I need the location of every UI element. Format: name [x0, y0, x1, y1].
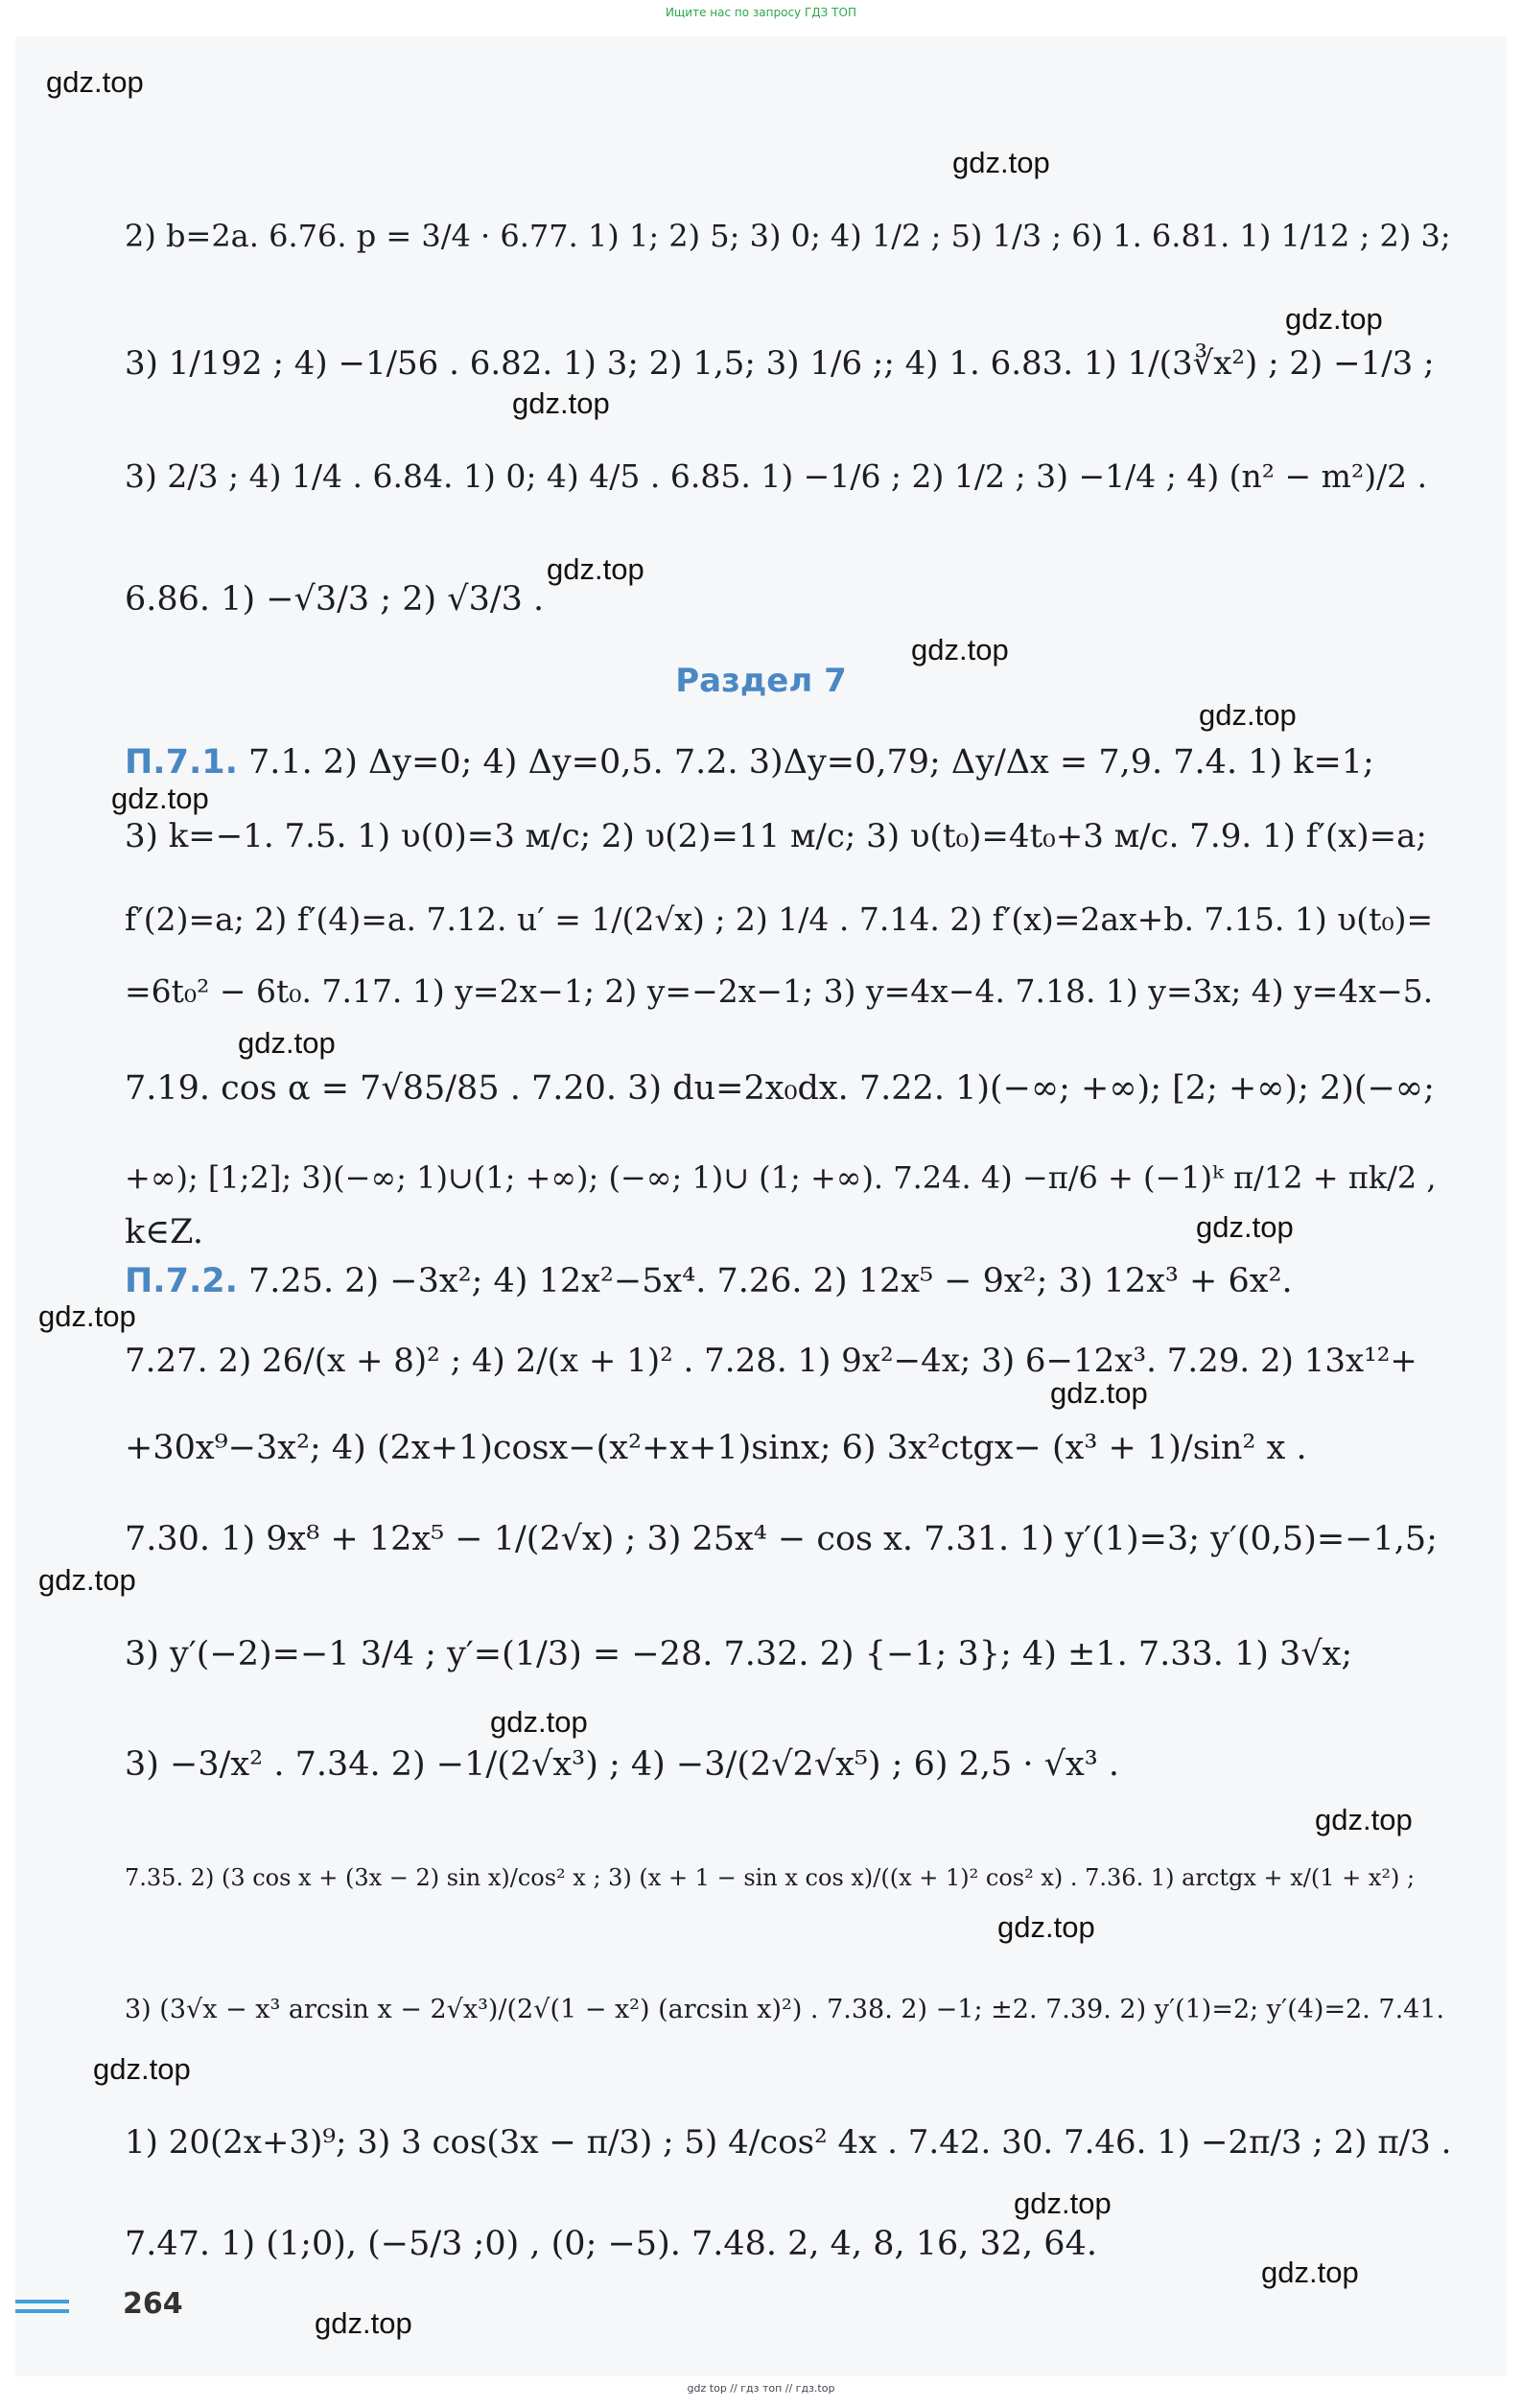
subsection-label: П.7.1. — [125, 743, 238, 782]
answer-line: 3) 1/192 ; 4) −1/56 . 6.82. 1) 3; 2) 1,5; 3) 1/6 ;; 4) 1. 6.83. 1) 1/(3∛x²) ; 2) −1/3 ; — [125, 344, 1435, 383]
answer-line: +30x⁹−3x²; 4) (2x+1)cosx−(x²+x+1)sinx; 6) 3x²ctgx− (x³ + 1)/sin² x . — [125, 1429, 1307, 1467]
watermark: gdz.top — [1050, 1376, 1148, 1410]
answer-line: 6.86. 1) −√3/3 ; 2) √3/3 . — [125, 580, 545, 619]
watermark: gdz.top — [1315, 1803, 1413, 1836]
watermark: gdz.top — [93, 2052, 191, 2086]
watermark: gdz.top — [111, 782, 209, 815]
watermark: gdz.top — [952, 146, 1050, 179]
answer-line: 3) (3√x − x³ arcsin x − 2√x³)/(2√(1 − x²) (arcsin x)²) . 7.38. 2) −1; ±2. 7.39. 2) y′(1)=2; y′(4)=2. 7.41. — [125, 1995, 1445, 2024]
answer-line: 3) k=−1. 7.5. 1) υ(0)=3 м/с; 2) υ(2)=11 м/с; 3) υ(t₀)=4t₀+3 м/с. 7.9. 1) f′(x)=a; — [125, 817, 1427, 855]
answer-line: 7.19. cos α = 7√85/85 . 7.20. 3) du=2x₀dx. 7.22. 1)(−∞; +∞); [2; +∞); 2)(−∞; — [125, 1069, 1435, 1108]
watermark: gdz.top — [46, 65, 144, 99]
watermark: gdz.top — [1196, 1210, 1294, 1244]
answer-line: =6t₀² − 6t₀. 7.17. 1) y=2x−1; 2) y=−2x−1; 3) y=4x−4. 7.18. 1) y=3x; 4) y=4x−5. — [125, 972, 1434, 1010]
watermark: gdz.top — [238, 1026, 336, 1060]
watermark: gdz.top — [547, 552, 644, 586]
answer-line: 1) 20(2x+3)⁹; 3) 3 cos(3x − π/3) ; 5) 4/cos² 4x . 7.42. 30. 7.46. 1) −2π/3 ; 2) π/3 . — [125, 2123, 1452, 2162]
answer-line: 7.47. 1) (1;0), (−5/3 ;0) , (0; −5). 7.48. 2, 4, 8, 16, 32, 64. — [125, 2225, 1097, 2263]
watermark: gdz.top — [1285, 302, 1383, 336]
answer-line: 2) b=2a. 6.76. p = 3/4 · 6.77. 1) 1; 2) 5; 3) 0; 4) 1/2 ; 5) 1/3 ; 6) 1. 6.81. 1) 1/12 ; 2) 3; — [125, 218, 1451, 254]
answer-line: 7.27. 2) 26/(x + 8)² ; 4) 2/(x + 1)² . 7.28. 1) 9x²−4x; 3) 6−12x³. 7.29. 2) 13x¹²+ — [125, 1342, 1417, 1380]
header-hint: Ищите нас по запросу ГДЗ ТОП — [666, 6, 856, 19]
answer-line: 7.30. 1) 9x⁸ + 12x⁵ − 1/(2√x) ; 3) 25x⁴ − cos x. 7.31. 1) y′(1)=3; y′(0,5)=−1,5; — [125, 1520, 1438, 1558]
section-title: Раздел 7 — [675, 662, 847, 700]
answer-line: f′(2)=a; 2) f′(4)=a. 7.12. u′ = 1/(2√x) ; 2) 1/4 . 7.14. 2) f′(x)=2ax+b. 7.15. 1) υ(t₀)= — [125, 900, 1434, 938]
watermark: gdz.top — [315, 2306, 412, 2340]
textbook-page — [15, 36, 1507, 2376]
answer-line: 7.35. 2) (3 cos x + (3x − 2) sin x)/cos² x ; 3) (x + 1 − sin x cos x)/((x + 1)² cos² x) . 7.36. 1) arctgx + x/(1 + x²) ; — [125, 1864, 1416, 1891]
page-marker-bar — [15, 2300, 69, 2303]
answer-line-subsection-7-2: П.7.2. 7.25. 2) −3x²; 4) 12x²−5x⁴. 7.26. 2) 12x⁵ − 9x²; 3) 12x³ + 6x². — [125, 1262, 1293, 1300]
watermark: gdz.top — [512, 386, 610, 420]
subsection-label: П.7.2. — [125, 1262, 238, 1300]
watermark: gdz.top — [1261, 2256, 1359, 2289]
answer-line: +∞); [1;2]; 3)(−∞; 1)∪(1; +∞); (−∞; 1)∪ (1; +∞). 7.24. 4) −π/6 + (−1)ᵏ π/12 + πk/2 , — [125, 1159, 1437, 1196]
watermark: gdz.top — [1014, 2186, 1112, 2220]
watermark: gdz.top — [997, 1910, 1095, 1944]
watermark: gdz.top — [1199, 698, 1297, 732]
answer-line: 3) 2/3 ; 4) 1/4 . 6.84. 1) 0; 4) 4/5 . 6.85. 1) −1/6 ; 2) 1/2 ; 3) −1/4 ; 4) (n² − m²)/2 . — [125, 457, 1428, 495]
watermark: gdz.top — [911, 633, 1009, 666]
answer-line-subsection-7-1: П.7.1. 7.1. 2) Δy=0; 4) Δy=0,5. 7.2. 3)Δy=0,79; Δy/Δx = 7,9. 7.4. 1) k=1; — [125, 743, 1374, 782]
page-number: 264 — [123, 2287, 183, 2321]
page-marker-bar — [15, 2309, 69, 2313]
watermark: gdz.top — [38, 1299, 136, 1333]
footer-hint: gdz top // гдз топ // гдз.top — [687, 2382, 835, 2395]
watermark: gdz.top — [38, 1563, 136, 1597]
answer-line: k∈Z. — [125, 1213, 203, 1251]
watermark: gdz.top — [490, 1705, 588, 1739]
answer-line: 3) y′(−2)=−1 3/4 ; y′=(1/3) = −28. 7.32. 2) {−1; 3}; 4) ±1. 7.33. 1) 3√x; — [125, 1635, 1353, 1673]
answer-line: 3) −3/x² . 7.34. 2) −1/(2√x³) ; 4) −3/(2√2√x⁵) ; 6) 2,5 · √x³ . — [125, 1745, 1119, 1784]
